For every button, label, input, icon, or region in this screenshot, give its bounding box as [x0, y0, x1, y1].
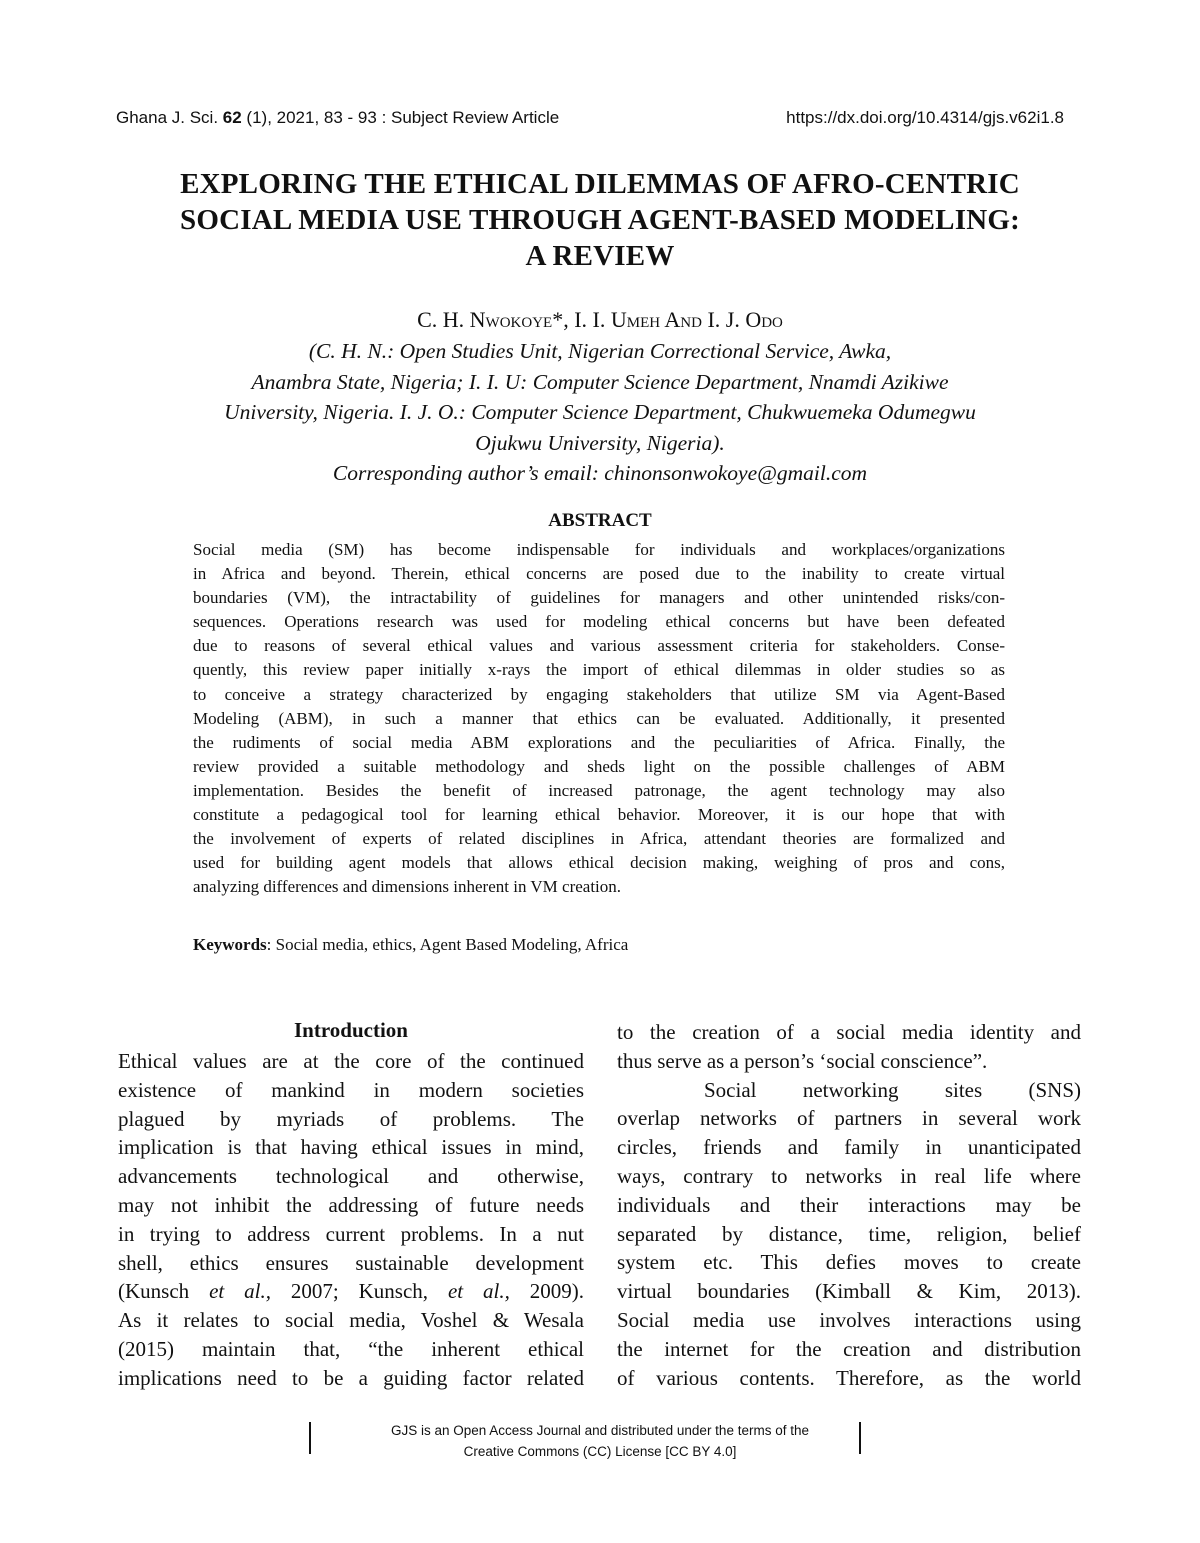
- body-line: advancements technological and otherwise,: [118, 1164, 584, 1189]
- author-initials: I. I.: [574, 307, 611, 332]
- author-list: [100, 306, 1100, 334]
- body-line: existence of mankind in modern societies: [118, 1077, 584, 1102]
- journal-name: Ghana J. Sci.: [116, 108, 223, 127]
- abstract-line: the rudiments of social media ABM explorations and the peculiarities of Africa. Finally, the: [193, 732, 1005, 752]
- body-line: of various contents. Therefore, as the world: [617, 1365, 1081, 1390]
- abstract-line: sequences. Operations research was used for modeling ethical concerns but have been defeated: [193, 612, 1005, 632]
- license-line: GJS is an Open Access Journal and distributed under the terms of the: [391, 1423, 809, 1438]
- body-line: thus serve as a person’s ‘social conscience”.: [617, 1048, 988, 1073]
- body-line: ways, contrary to networks in real life where: [617, 1163, 1081, 1188]
- abstract-line: quently, this review paper initially x-rays the import of ethical dilemmas in older studies so as: [193, 660, 1005, 680]
- abstract-line: analyzing differences and dimensions inherent in VM creation.: [193, 877, 622, 897]
- abstract-line: the involvement of experts of related disciplines in Africa, attendant theories are formalized and: [193, 829, 1005, 849]
- paper-title: [100, 166, 1100, 274]
- keywords-text: : Social media, ethics, Agent Based Modeling, Africa: [266, 935, 629, 954]
- abstract-line: Modeling (ABM), in such a manner that ethics can be evaluated. Additionally, it presented: [193, 708, 1005, 728]
- body-line: individuals and their interactions may be: [617, 1192, 1081, 1217]
- body-line: virtual boundaries (Kimball & Kim, 2013).: [617, 1279, 1081, 1304]
- corresponding-mark: *,: [552, 307, 575, 332]
- body-line: Ethical values are at the core of the continued: [118, 1049, 584, 1073]
- license-line: Creative Commons (CC) License [CC BY 4.0]: [463, 1444, 737, 1459]
- abstract-heading: ABSTRACT: [548, 510, 652, 531]
- body-line: may not inhibit the addressing of future needs: [118, 1192, 584, 1217]
- citation-line: [118, 1277, 584, 1306]
- section-heading-introduction: Introduction: [294, 1018, 408, 1042]
- paragraph-first-line: Social networking sites (SNS): [704, 1077, 1081, 1102]
- citation-text: (Kunsch: [118, 1279, 210, 1304]
- abstract-line: Social media (SM) has become indispensable for individuals and workplaces/organizations: [193, 540, 1005, 559]
- author-name: Nwokoye: [469, 307, 553, 332]
- body-line: separated by distance, time, religion, belief: [617, 1221, 1081, 1246]
- body-line: As it relates to social media, Voshel & Wesala: [118, 1308, 584, 1333]
- author-name: Umeh And: [610, 307, 702, 332]
- body-line: overlap networks of partners in several work: [617, 1106, 1081, 1131]
- title-line: EXPLORING THE ETHICAL DILEMMAS OF AFRO-CENTRIC: [180, 168, 1020, 200]
- affiliation-line: University, Nigeria. I. J. O.: Computer Science Department, Chukwuemeka Odumegwu: [224, 400, 976, 424]
- abstract-line: review provided a suitable methodology and sheds light on the possible challenges of ABM: [193, 756, 1005, 776]
- footer-divider-right: [859, 1422, 861, 1454]
- abstract-line: due to reasons of several ethical values and various assessment criteria for stakeholders. Conse-: [193, 636, 1005, 656]
- body-line: implications need to be a guiding factor related: [118, 1365, 584, 1390]
- corresponding-email[interactable]: Corresponding author’s email: chinonsonwokoye@gmail.com: [332, 461, 868, 485]
- author-name: Odo: [745, 307, 783, 332]
- citation-etal: et al.,: [447, 1279, 510, 1304]
- abstract-line: constitute a pedagogical tool for learning ethical behavior. Moreover, it is our hope that with: [193, 805, 1005, 825]
- journal-issue-pages: (1), 2021, 83 - 93 : Subject Review Article: [241, 108, 560, 127]
- left-column: [118, 1047, 584, 1393]
- body-line: in trying to address current problems. In a nut: [118, 1221, 584, 1246]
- title-line: SOCIAL MEDIA USE THROUGH AGENT-BASED MODELING:: [180, 204, 1020, 236]
- abstract-line: in Africa and beyond. Therein, ethical concerns are posed due to the inability to create virtual: [193, 564, 1005, 584]
- body-line: to the creation of a social media identity and: [617, 1020, 1081, 1044]
- abstract-line: to conceive a strategy characterized by engaging stakeholders that utilize SM via Agent-Based: [193, 684, 1005, 704]
- keywords: [193, 935, 628, 955]
- body-line: Social media use involves interactions using: [617, 1307, 1081, 1332]
- body-line: shell, ethics ensures sustainable development: [118, 1250, 584, 1275]
- affiliation-line: (C. H. N.: Open Studies Unit, Nigerian Correctional Service, Awka,: [308, 339, 892, 363]
- body-line: implication is that having ethical issues in mind,: [118, 1135, 584, 1160]
- body-line: circles, friends and family in unanticipated: [617, 1135, 1081, 1160]
- citation-etal: et al.,: [209, 1279, 271, 1304]
- doi-link[interactable]: https://dx.doi.org/10.4314/gjs.v62i1.8: [786, 108, 1064, 127]
- body-line: (2015) maintain that, “the inherent ethical: [118, 1336, 584, 1361]
- right-column: [617, 1018, 1081, 1392]
- abstract-body: [193, 538, 1005, 899]
- license-footer: [300, 1420, 900, 1462]
- author-initials: I. J.: [701, 307, 746, 332]
- citation-text: 2007; Kunsch,: [270, 1279, 448, 1304]
- affiliation-line: Anambra State, Nigeria; I. I. U: Computer Science Department, Nnamdi Azikiwe: [251, 369, 949, 394]
- journal-citation: [116, 108, 559, 128]
- journal-volume: 62: [222, 108, 242, 127]
- affiliations: [100, 336, 1100, 489]
- abstract-line: implementation. Besides the benefit of increased patronage, the agent technology may also: [193, 780, 1005, 800]
- author-initials: C. H.: [417, 307, 470, 332]
- citation-text: 2009).: [509, 1279, 584, 1304]
- keywords-label: Keywords: [193, 935, 267, 954]
- affiliation-line: Ojukwu University, Nigeria).: [475, 430, 725, 455]
- abstract-line: used for building agent models that allows ethical decision making, weighing of pros and cons,: [193, 853, 1005, 873]
- running-header: [116, 108, 1064, 132]
- abstract-line: boundaries (VM), the intractability of guidelines for managers and other unintended risks/con-: [193, 588, 1005, 608]
- body-line: plagued by myriads of problems. The: [118, 1106, 584, 1131]
- title-line: A REVIEW: [525, 240, 675, 272]
- body-line: system etc. This defies moves to create: [617, 1250, 1081, 1275]
- body-line: the internet for the creation and distribution: [617, 1336, 1081, 1361]
